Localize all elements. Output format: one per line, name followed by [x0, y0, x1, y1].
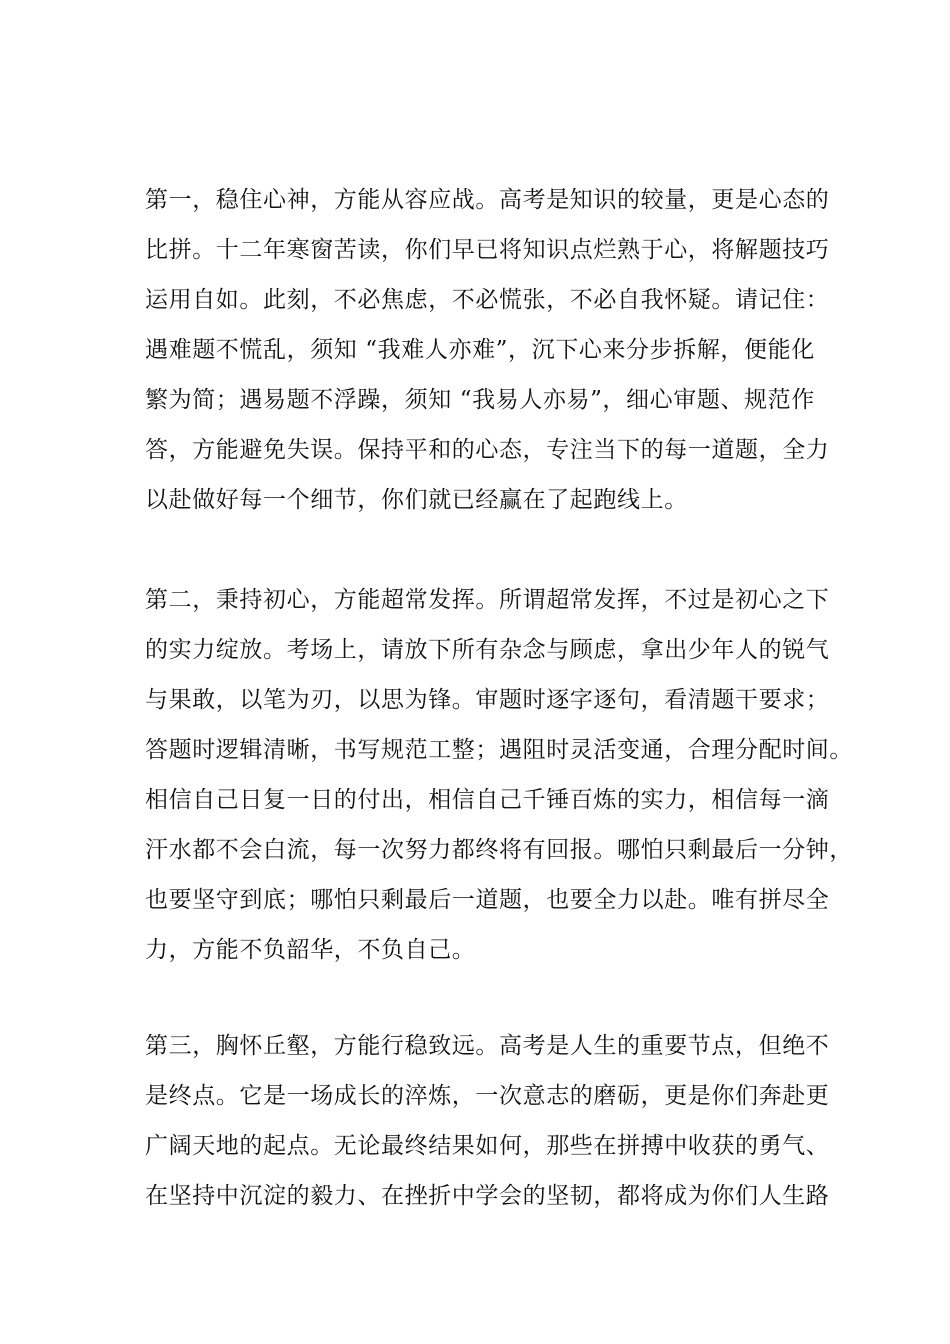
- text-line: 遇难题不慌乱，须知 “我难人亦难”，沉下心来分步拆解，便能化: [145, 337, 815, 363]
- text-line: 是终点。它是一场成长的淬炼，一次意志的磨砺，更是你们奔赴更: [145, 1083, 830, 1109]
- text-line: 在坚持中沉淀的毅力、在挫折中学会的坚韧，都将成为你们人生路: [145, 1183, 830, 1209]
- paragraph-3: [145, 1021, 830, 1221]
- text-line: 第三，胸怀丘壑，方能行稳致远。高考是人生的重要节点，但绝不: [145, 1033, 830, 1059]
- text-line: 运用自如。此刻，不必焦虑，不必慌张，不必自我怀疑。请记住：: [145, 287, 830, 313]
- paragraph-1: [145, 175, 830, 525]
- text-line: 答，方能避免失误。保持平和的心态，专注当下的每一道题，全力: [145, 437, 830, 463]
- text-line: 汗水都不会白流，每一次努力都终将有回报。哪怕只剩最后一分钟，: [145, 837, 853, 863]
- text-line: 比拼。十二年寒窗苦读，你们早已将知识点烂熟于心，将解题技巧: [145, 237, 830, 263]
- text-line: 相信自己日复一日的付出，相信自己千锤百炼的实力，相信每一滴: [145, 787, 830, 813]
- text-line: 的实力绽放。考场上，请放下所有杂念与顾虑，拿出少年人的锐气: [145, 637, 830, 663]
- text-line: 广阔天地的起点。无论最终结果如何，那些在拼搏中收获的勇气、: [145, 1133, 830, 1159]
- text-line: 第一，稳住心神，方能从容应战。高考是知识的较量，更是心态的: [145, 187, 830, 213]
- text-line: 力，方能不负韶华，不负自己。: [145, 937, 476, 963]
- paragraph-2: [145, 575, 853, 975]
- text-line: 答题时逻辑清晰，书写规范工整；遇阻时灵活变通，合理分配时间。: [145, 737, 853, 763]
- text-line: 与果敢，以笔为刃，以思为锋。审题时逐字逐句，看清题干要求；: [145, 687, 830, 713]
- text-line: 也要坚守到底；哪怕只剩最后一道题，也要全力以赴。唯有拼尽全: [145, 887, 830, 913]
- text-line: 第二，秉持初心，方能超常发挥。所谓超常发挥，不过是初心之下: [145, 587, 830, 613]
- text-line: 繁为简；遇易题不浮躁，须知 “我易人亦易”，细心审题、规范作: [145, 387, 815, 413]
- text-line: 以赴做好每一个细节，你们就已经赢在了起跑线上。: [145, 487, 688, 513]
